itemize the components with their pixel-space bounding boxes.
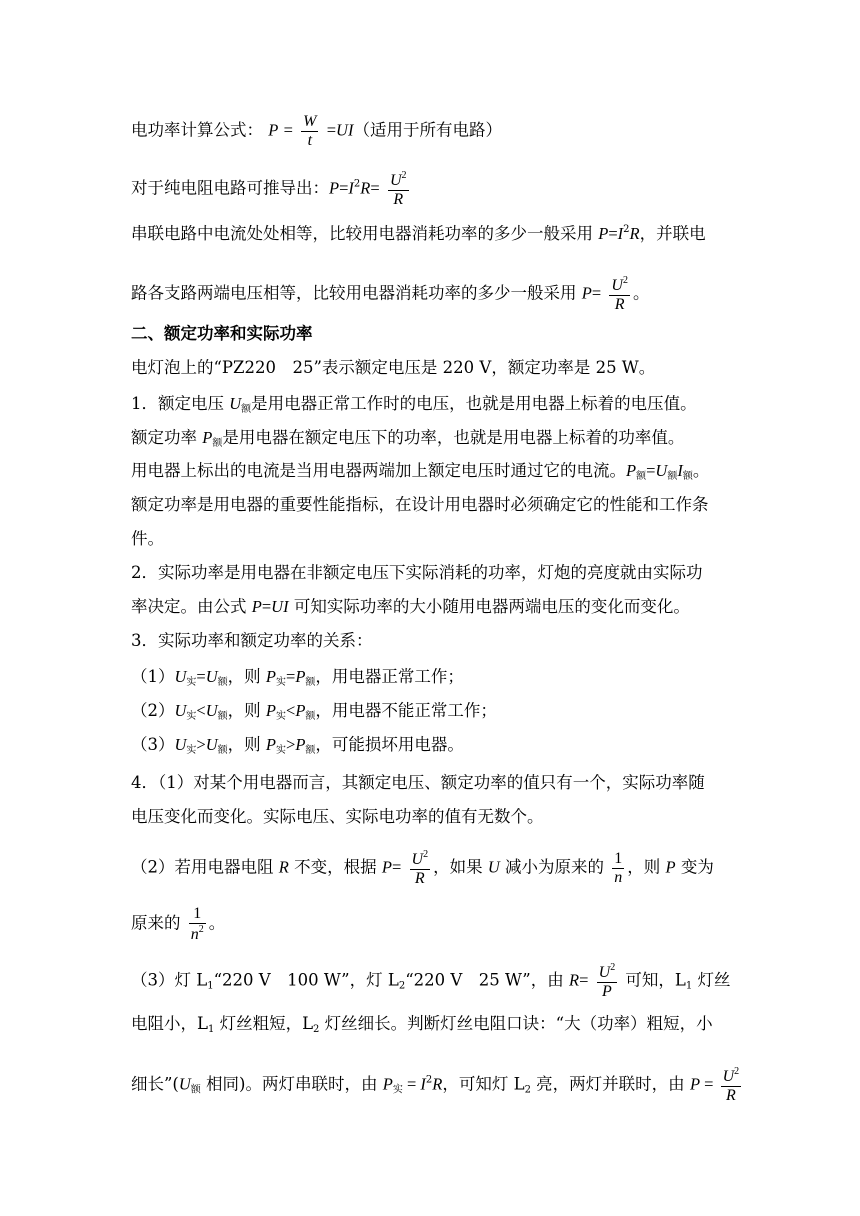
var-p: P: [626, 461, 637, 480]
var-p: P: [381, 857, 392, 877]
superscript: 2: [401, 170, 407, 181]
period: 。: [208, 913, 226, 933]
item-prefix: 额定功率: [131, 428, 203, 447]
period: 。: [632, 283, 650, 303]
item-4-3-line-3: [131, 1066, 744, 1104]
fraction-u2-over-r: [609, 275, 630, 313]
equals-sign: =: [402, 1074, 421, 1094]
item-text: 电阻小，L: [131, 1014, 208, 1033]
formula-note: （适用于所有电路）: [353, 120, 502, 140]
fraction-1-over-n2: [189, 905, 206, 943]
relation-operator: >: [286, 735, 296, 754]
superscript: 2: [353, 178, 361, 190]
var-r: R: [278, 857, 289, 877]
superscript: 2: [198, 923, 204, 935]
item-text: 不变，根据: [288, 857, 382, 877]
item-2-line-1: 2．实际功率是用电器在非额定电压下实际消耗的功率，灯炮的亮度就由实际功: [131, 563, 703, 582]
relation-text: ，可能损坏用电器。: [315, 735, 464, 754]
relation-row: [131, 703, 497, 722]
frac-numerator: [410, 849, 431, 870]
var-r: R: [629, 224, 640, 243]
var-u: U: [205, 667, 218, 686]
series-text-end: ，并联电: [639, 224, 706, 243]
superscript: 2: [623, 224, 630, 235]
period: 。: [692, 461, 710, 480]
var-p: P: [202, 428, 213, 447]
superscript: 2: [610, 962, 616, 973]
var-u: U: [722, 1068, 735, 1085]
item-text: 细长”(: [131, 1074, 179, 1094]
formula-label: 电功率计算公式：: [131, 120, 263, 140]
subscript: 额: [667, 471, 678, 482]
relation-text: ，则: [227, 735, 266, 754]
var-i: I: [677, 461, 683, 480]
relation-text: ，则: [227, 701, 266, 720]
equals-sign: =: [391, 857, 402, 877]
rated-power-line: [131, 430, 684, 449]
var-u: U: [229, 394, 242, 413]
item-text: 灯丝: [692, 970, 731, 990]
relation-operator: <: [286, 701, 296, 720]
item-text: 减小为原来的: [499, 857, 604, 877]
relation-row: [131, 737, 464, 756]
equals-sign: =: [700, 1074, 718, 1094]
frac-numerator: 1: [189, 905, 206, 924]
superscript: 2: [425, 1074, 433, 1086]
var-p: P: [295, 667, 306, 686]
important-line-1: 额定功率是用电器的重要性能指标，在设计用电器时必须确定它的性能和工作条: [131, 495, 709, 514]
item-text: 亮，两灯并联时，由: [530, 1074, 690, 1094]
subscript: 额: [305, 711, 316, 722]
subscript: 实: [276, 677, 286, 688]
item-prefix: 1．额定电压: [131, 394, 230, 413]
item-text: 率决定。由公式: [131, 597, 252, 616]
frac-denominator: P: [602, 982, 612, 1000]
item-text: 灯丝细长。判断灯丝电阻口诀：“大（功率）粗短，小: [319, 1014, 713, 1033]
expr-ui: UI: [336, 120, 354, 140]
frac-denominator: R: [614, 295, 625, 313]
item-4-line-2: 电压变化而变化。实际电压、实际电功率的值有无数个。: [131, 807, 544, 826]
frac-denominator: [189, 924, 206, 944]
var-r: R: [432, 1074, 443, 1094]
subscript: 额: [305, 745, 316, 756]
var-u: U: [174, 701, 187, 720]
equals-sign: =: [261, 597, 272, 616]
item-2-line-2: [131, 599, 690, 616]
item-4-2-cont: [131, 905, 225, 943]
equals-sign: =: [579, 970, 589, 990]
var-p: P: [265, 701, 276, 720]
var-u: U: [174, 735, 187, 754]
relation-row: [131, 669, 464, 688]
subscript: 额: [636, 471, 647, 482]
relation-text: ，则: [227, 667, 266, 686]
fraction-w-over-t: [301, 113, 318, 149]
var-i: I: [420, 1074, 426, 1094]
equals-sign: =: [608, 224, 618, 243]
expr-ui: UI: [271, 597, 289, 616]
subscript: 2: [313, 1024, 320, 1035]
parallel-text: 路各支路两端电压相等，比较用电器消耗功率的多少一般采用: [131, 283, 582, 303]
superscript: 2: [734, 1066, 740, 1077]
frac-numerator: [388, 170, 409, 191]
var-p: P: [295, 735, 306, 754]
subscript: 额: [190, 1084, 201, 1096]
frac-denominator: R: [393, 190, 404, 208]
item-text: ，则: [627, 857, 666, 877]
item-text: 是用电器正常工作时的电压，也就是用电器上标着的电压值。: [251, 394, 697, 413]
var-p: P: [382, 1074, 393, 1094]
subscript: 额: [217, 677, 228, 688]
subscript: 2: [398, 980, 406, 992]
section-heading: 二、额定功率和实际功率: [131, 324, 313, 343]
var-r: R: [568, 970, 580, 990]
subscript: 1: [207, 1024, 215, 1035]
item-4-3-line-2: [131, 1016, 713, 1035]
frac-denominator: n: [614, 868, 623, 886]
var-u: U: [178, 1074, 191, 1094]
series-text: 串联电路中电流处处相等，比较用电器消耗功率的多少一般采用: [131, 224, 599, 243]
var-u: U: [487, 857, 500, 877]
superscript: 2: [622, 275, 628, 286]
subscript: 1: [685, 980, 693, 992]
var-u: U: [411, 851, 424, 868]
relation-operator: =: [286, 667, 296, 686]
item-text: 相同)。两灯串联时，由: [200, 1074, 383, 1094]
subscript: 额: [241, 404, 252, 415]
item-text: 原来的: [131, 913, 181, 933]
equals-sign: =: [339, 178, 349, 198]
subscript: 额: [217, 745, 228, 756]
subscript: 实: [392, 1084, 403, 1096]
var-u: U: [205, 701, 218, 720]
equals-sign: =: [283, 120, 293, 140]
fraction-u2-over-r: [410, 849, 431, 887]
item-1: [131, 396, 697, 415]
item-text: 灯丝粗短，L: [214, 1014, 314, 1033]
item-text: 变为: [675, 857, 714, 877]
var-p: P: [265, 735, 276, 754]
var-u: U: [174, 667, 187, 686]
relation-text: ，用电器不能正常工作；: [315, 701, 497, 720]
power-formula-line: [131, 113, 502, 149]
fraction-u2-over-r: [388, 170, 409, 208]
item-text: “220 V 100 W”，灯 L: [213, 970, 399, 990]
var-p: P: [295, 701, 306, 720]
equals-sign: =: [370, 178, 380, 198]
important-line-2: 件。: [131, 529, 164, 548]
fraction-1-over-n: [612, 850, 624, 886]
item-4-line-1: 4．（1）对某个用电器而言，其额定电压、额定功率的值只有一个，实际功率随: [131, 773, 705, 792]
subscript: 2: [524, 1084, 531, 1096]
subscript: 1: [207, 980, 214, 992]
frac-numerator: [721, 1066, 742, 1087]
subscript: 额: [217, 711, 228, 722]
relation-operator: =: [196, 667, 206, 686]
pure-resistance-line: [131, 170, 412, 208]
var-i: I: [617, 224, 624, 243]
item-text: 可知，L: [620, 970, 686, 990]
item-4-2-line: [131, 849, 714, 887]
var-u: U: [389, 172, 402, 189]
bulb-line: 电灯泡上的“PZ220 25”表示额定电压是 220 V，额定功率是 25 W。: [131, 358, 656, 377]
relation-operator: >: [196, 735, 206, 754]
frac-numerator: 1: [614, 850, 623, 867]
subscript: 实: [276, 711, 286, 722]
relation-number: （1）: [131, 667, 175, 686]
frac-denominator: t: [307, 131, 313, 149]
var-i: I: [348, 178, 354, 198]
item-text: ，可知灯 L: [442, 1074, 525, 1094]
subscript: 实: [186, 677, 197, 688]
equals-sign: =: [591, 283, 602, 303]
fraction-u2-over-r: [721, 1066, 742, 1104]
item-text: 是用电器在额定电压下的功率，也就是用电器上标着的功率值。: [222, 428, 685, 447]
subscript: 额: [212, 438, 223, 449]
var-p: P: [665, 857, 676, 877]
var-n: n: [190, 925, 199, 943]
subscript: 额: [682, 471, 693, 482]
equals-sign: =: [646, 461, 656, 480]
var-u: U: [598, 964, 611, 981]
var-u: U: [205, 735, 218, 754]
frac-denominator: R: [725, 1086, 736, 1104]
var-p: P: [251, 597, 262, 616]
item-text: 可知实际功率的大小随用电器两端电压的变化而变化。: [288, 597, 690, 616]
series-line-2: [131, 275, 649, 313]
item-3: 3．实际功率和额定功率的关系：: [131, 631, 373, 650]
var-u: U: [611, 277, 623, 294]
frac-numerator: [597, 962, 618, 983]
frac-denominator: R: [414, 869, 425, 887]
item-text: “220 V 25 W”，由: [405, 970, 569, 990]
frac-numerator: W: [303, 113, 317, 130]
var-p: P: [581, 283, 592, 303]
relation-number: （3）: [131, 735, 175, 754]
var-r: R: [360, 178, 371, 198]
superscript: 2: [423, 849, 429, 860]
var-p: P: [329, 178, 340, 198]
item-text: （2）若用电器电阻: [131, 857, 279, 877]
fraction-u2-over-p: [597, 962, 618, 1000]
pure-resistance-label: 对于纯电阻电路可推导出：: [131, 178, 329, 198]
item-text: （3）灯 L: [131, 970, 208, 990]
subscript: 实: [186, 745, 197, 756]
relation-number: （2）: [131, 701, 175, 720]
series-line-1: [131, 225, 706, 243]
subscript: 实: [186, 711, 197, 722]
item-text: ，如果: [433, 857, 488, 877]
var-p: P: [265, 667, 276, 686]
current-line: [131, 463, 709, 482]
var-p: P: [689, 1074, 701, 1094]
subscript: 额: [305, 677, 316, 688]
frac-numerator: [609, 275, 630, 296]
current-text: 用电器上标出的电流是当用电器两端加上额定电压时通过它的电流。: [131, 461, 626, 480]
var-p: P: [268, 120, 279, 140]
relation-text: ，用电器正常工作；: [315, 667, 464, 686]
var-p: P: [598, 224, 609, 243]
relation-operator: <: [196, 701, 206, 720]
item-4-3-line-1: [131, 962, 731, 1000]
equals-sign: =: [326, 120, 337, 140]
subscript: 实: [276, 745, 286, 756]
var-u: U: [655, 461, 668, 480]
